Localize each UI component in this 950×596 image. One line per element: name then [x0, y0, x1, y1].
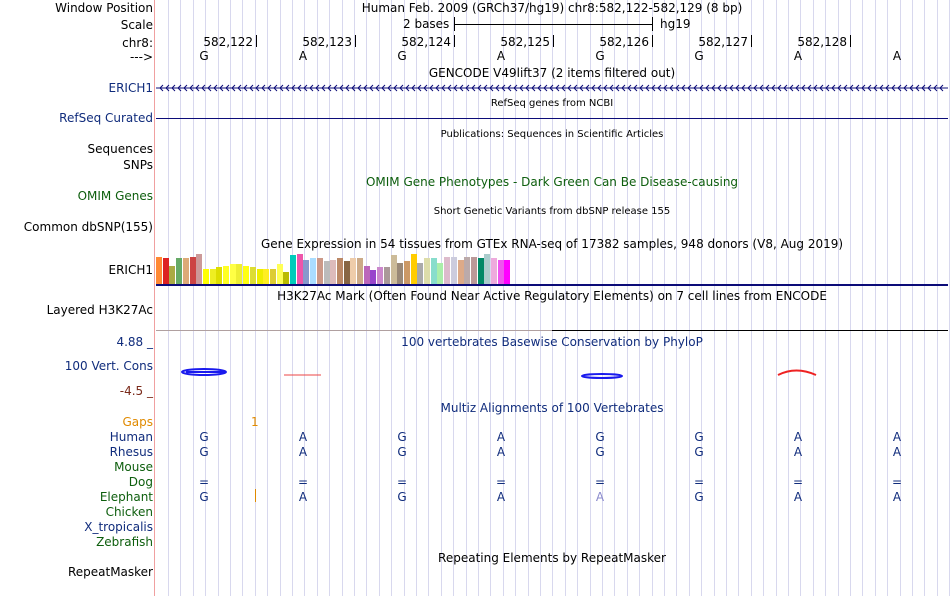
gtex-tissue-bar[interactable]: [370, 270, 376, 284]
ruler-tick: [355, 35, 356, 47]
phylop-min-value: -4.5 _: [119, 384, 153, 398]
ruler-position-label: 582,124: [401, 35, 451, 49]
gtex-baseline: [156, 284, 948, 286]
omim-track-label[interactable]: OMIM Genes: [77, 189, 153, 203]
scale-bar-right: [652, 17, 653, 31]
gaps-value: 1: [251, 415, 259, 429]
multiz-track-title[interactable]: Multiz Alignments of 100 Vertebrates: [440, 401, 664, 415]
aligned-base: G: [397, 445, 407, 459]
strand-arrow-label: --->: [129, 50, 153, 64]
refseq-track-title[interactable]: RefSeq genes from NCBI: [490, 98, 614, 109]
aligned-base: =: [891, 475, 903, 489]
gtex-tissue-bar[interactable]: [384, 267, 390, 284]
gtex-tissue-bar[interactable]: [444, 257, 450, 284]
gtex-tissue-bar[interactable]: [263, 269, 269, 284]
gtex-tissue-bar[interactable]: [183, 258, 189, 284]
gtex-tissue-bar[interactable]: [451, 257, 457, 284]
aligned-base: G: [199, 490, 209, 504]
species-label[interactable]: Zebrafish: [96, 535, 153, 549]
label-separator: [154, 0, 155, 596]
aligned-base: A: [892, 430, 902, 444]
refseq-gene-line[interactable]: [156, 118, 948, 119]
aligned-base: G: [595, 445, 605, 459]
gencode-gene-label[interactable]: ERICH1: [108, 81, 153, 95]
gtex-tissue-bar[interactable]: [223, 266, 229, 284]
gtex-tissue-bar[interactable]: [471, 257, 477, 284]
gtex-tissue-bar[interactable]: [169, 266, 175, 284]
reference-base: G: [397, 49, 407, 63]
aligned-base: =: [396, 475, 408, 489]
aligned-base: G: [199, 445, 209, 459]
aligned-base: =: [495, 475, 507, 489]
species-label[interactable]: Dog: [128, 475, 153, 489]
phylop-peak-3: [778, 371, 816, 376]
gtex-tissue-bar[interactable]: [290, 255, 296, 284]
gtex-expression-bars[interactable]: [156, 252, 536, 284]
phylop-max-value: 4.88 _: [116, 335, 153, 349]
reference-base: A: [298, 49, 308, 63]
gtex-tissue-bar[interactable]: [484, 254, 490, 284]
gtex-tissue-bar[interactable]: [357, 258, 363, 284]
dbsnp-track-label[interactable]: Common dbSNP(155): [23, 220, 153, 234]
gtex-tissue-bar[interactable]: [270, 269, 276, 284]
publications-track-title[interactable]: Publications: Sequences in Scientific Articles: [440, 129, 664, 140]
aligned-base: G: [694, 445, 704, 459]
aligned-base: G: [199, 430, 209, 444]
reference-base: G: [595, 49, 605, 63]
aligned-base: A: [793, 490, 803, 504]
repeatmasker-track-title[interactable]: Repeating Elements by RepeatMasker: [438, 551, 666, 565]
gtex-tissue-bar[interactable]: [491, 258, 497, 284]
aligned-base: A: [298, 445, 308, 459]
h3k27ac-track-title[interactable]: H3K27Ac Mark (Often Found Near Active Regulatory Elements) on 7 cell lines from ENCODE: [277, 289, 827, 303]
gtex-tissue-bar[interactable]: [350, 258, 356, 284]
ruler-position-label: 582,122: [203, 35, 253, 49]
aligned-base: =: [198, 475, 210, 489]
gtex-tissue-bar[interactable]: [464, 257, 470, 284]
gaps-label[interactable]: Gaps: [122, 415, 153, 429]
reference-base: A: [496, 49, 506, 63]
aligned-base: =: [594, 475, 606, 489]
phylop-track-title[interactable]: 100 vertebrates Basewise Conservation by PhyloP: [401, 335, 703, 349]
gtex-tissue-bar[interactable]: [310, 258, 316, 284]
gtex-tissue-bar[interactable]: [176, 258, 182, 284]
gtex-tissue-bar[interactable]: [397, 263, 403, 284]
snps-track-label[interactable]: SNPs: [123, 158, 153, 172]
species-label[interactable]: X_tropicalis: [84, 520, 153, 534]
window-position-label: Window Position: [55, 1, 153, 15]
species-label[interactable]: Chicken: [105, 505, 153, 519]
ruler-tick: [850, 35, 851, 47]
aligned-base: G: [694, 430, 704, 444]
reference-base: A: [892, 49, 902, 63]
aligned-base: A: [496, 430, 506, 444]
aligned-base: G: [397, 490, 407, 504]
elephant-insertion-mark: [255, 489, 256, 502]
ruler-tick: [454, 35, 455, 47]
species-label[interactable]: Rhesus: [109, 445, 153, 459]
ruler-position-label: 582,123: [302, 35, 352, 49]
reference-base: A: [793, 49, 803, 63]
h3k27ac-signal: [156, 330, 552, 331]
scale-bar: [454, 24, 652, 25]
aligned-base: A: [496, 490, 506, 504]
gtex-track-title[interactable]: Gene Expression in 54 tissues from GTEx RNA-seq of 17382 samples, 948 donors (V8, Aug 2019): [260, 237, 844, 251]
phylop-track-label[interactable]: 100 Vert. Cons: [64, 359, 153, 373]
gtex-tissue-bar[interactable]: [243, 266, 249, 284]
gtex-tissue-bar[interactable]: [303, 260, 309, 284]
ruler-tick: [553, 35, 554, 47]
aligned-base: A: [496, 445, 506, 459]
refseq-track-label[interactable]: RefSeq Curated: [59, 111, 153, 125]
gtex-tissue-bar[interactable]: [417, 263, 423, 284]
ruler-tick: [751, 35, 752, 47]
gtex-tissue-bar[interactable]: [404, 261, 410, 284]
sequences-track-label[interactable]: Sequences: [87, 142, 153, 156]
reference-base: G: [694, 49, 704, 63]
repeatmasker-track-label[interactable]: RepeatMasker: [67, 565, 153, 579]
gtex-tissue-bar[interactable]: [424, 258, 430, 284]
ruler-tick: [652, 35, 653, 47]
reference-base: G: [199, 49, 209, 63]
aligned-base: =: [693, 475, 705, 489]
aligned-base: A: [298, 430, 308, 444]
gtex-tissue-bar[interactable]: [236, 264, 242, 284]
aligned-base: G: [595, 430, 605, 444]
aligned-base: G: [397, 430, 407, 444]
gtex-tissue-bar[interactable]: [504, 260, 510, 284]
ruler-position-label: 582,128: [797, 35, 847, 49]
gtex-tissue-bar[interactable]: [250, 267, 256, 284]
gene-strand-arrows: [156, 81, 948, 95]
gtex-tissue-bar[interactable]: [216, 267, 222, 284]
ruler-position-label: 582,126: [599, 35, 649, 49]
gtex-tissue-bar[interactable]: [203, 269, 209, 284]
gtex-gene-label[interactable]: ERICH1: [108, 263, 153, 277]
scale-db: hg19: [660, 17, 691, 31]
gtex-tissue-bar[interactable]: [283, 272, 289, 284]
gtex-tissue-bar[interactable]: [156, 257, 162, 284]
gtex-tissue-bar[interactable]: [337, 258, 343, 284]
aligned-base: A: [892, 490, 902, 504]
phylop-peak-2: [582, 374, 622, 378]
gtex-tissue-bar[interactable]: [330, 260, 336, 284]
dbsnp-track-title[interactable]: Short Genetic Variants from dbSNP release 155: [433, 206, 671, 217]
gtex-tissue-bar[interactable]: [377, 267, 383, 284]
gtex-tissue-bar[interactable]: [437, 263, 443, 284]
aligned-base: G: [694, 490, 704, 504]
phylop-signal[interactable]: [156, 364, 948, 380]
scale-label: Scale: [120, 18, 153, 32]
aligned-base: A: [298, 490, 308, 504]
ruler-position-label: 582,127: [698, 35, 748, 49]
species-label[interactable]: Elephant: [99, 490, 153, 504]
gencode-gene-model[interactable]: [156, 81, 948, 95]
window-position-value: Human Feb. 2009 (GRCh37/hg19) chr8:582,122-582,129 (8 bp): [361, 1, 743, 15]
species-label[interactable]: Human: [109, 430, 153, 444]
aligned-base: =: [792, 475, 804, 489]
scale-value: 2 bases: [403, 17, 450, 31]
aligned-base: =: [297, 475, 309, 489]
h3k27ac-track-label[interactable]: Layered H3K27Ac: [46, 303, 153, 317]
species-label[interactable]: Mouse: [114, 460, 153, 474]
omim-track-title[interactable]: OMIM Gene Phenotypes - Dark Green Can Be Disease-causing: [365, 175, 739, 189]
aligned-base: A: [793, 445, 803, 459]
ruler-position-label: 582,125: [500, 35, 550, 49]
aligned-base: A: [892, 445, 902, 459]
chrom-label: chr8:: [122, 36, 153, 50]
ruler-tick: [256, 35, 257, 47]
gencode-track-title[interactable]: GENCODE V49lift37 (2 items filtered out): [428, 66, 676, 80]
gtex-tissue-bar[interactable]: [196, 254, 202, 284]
gtex-tissue-bar[interactable]: [317, 258, 323, 284]
aligned-base: A: [793, 430, 803, 444]
aligned-base: A: [595, 490, 605, 504]
